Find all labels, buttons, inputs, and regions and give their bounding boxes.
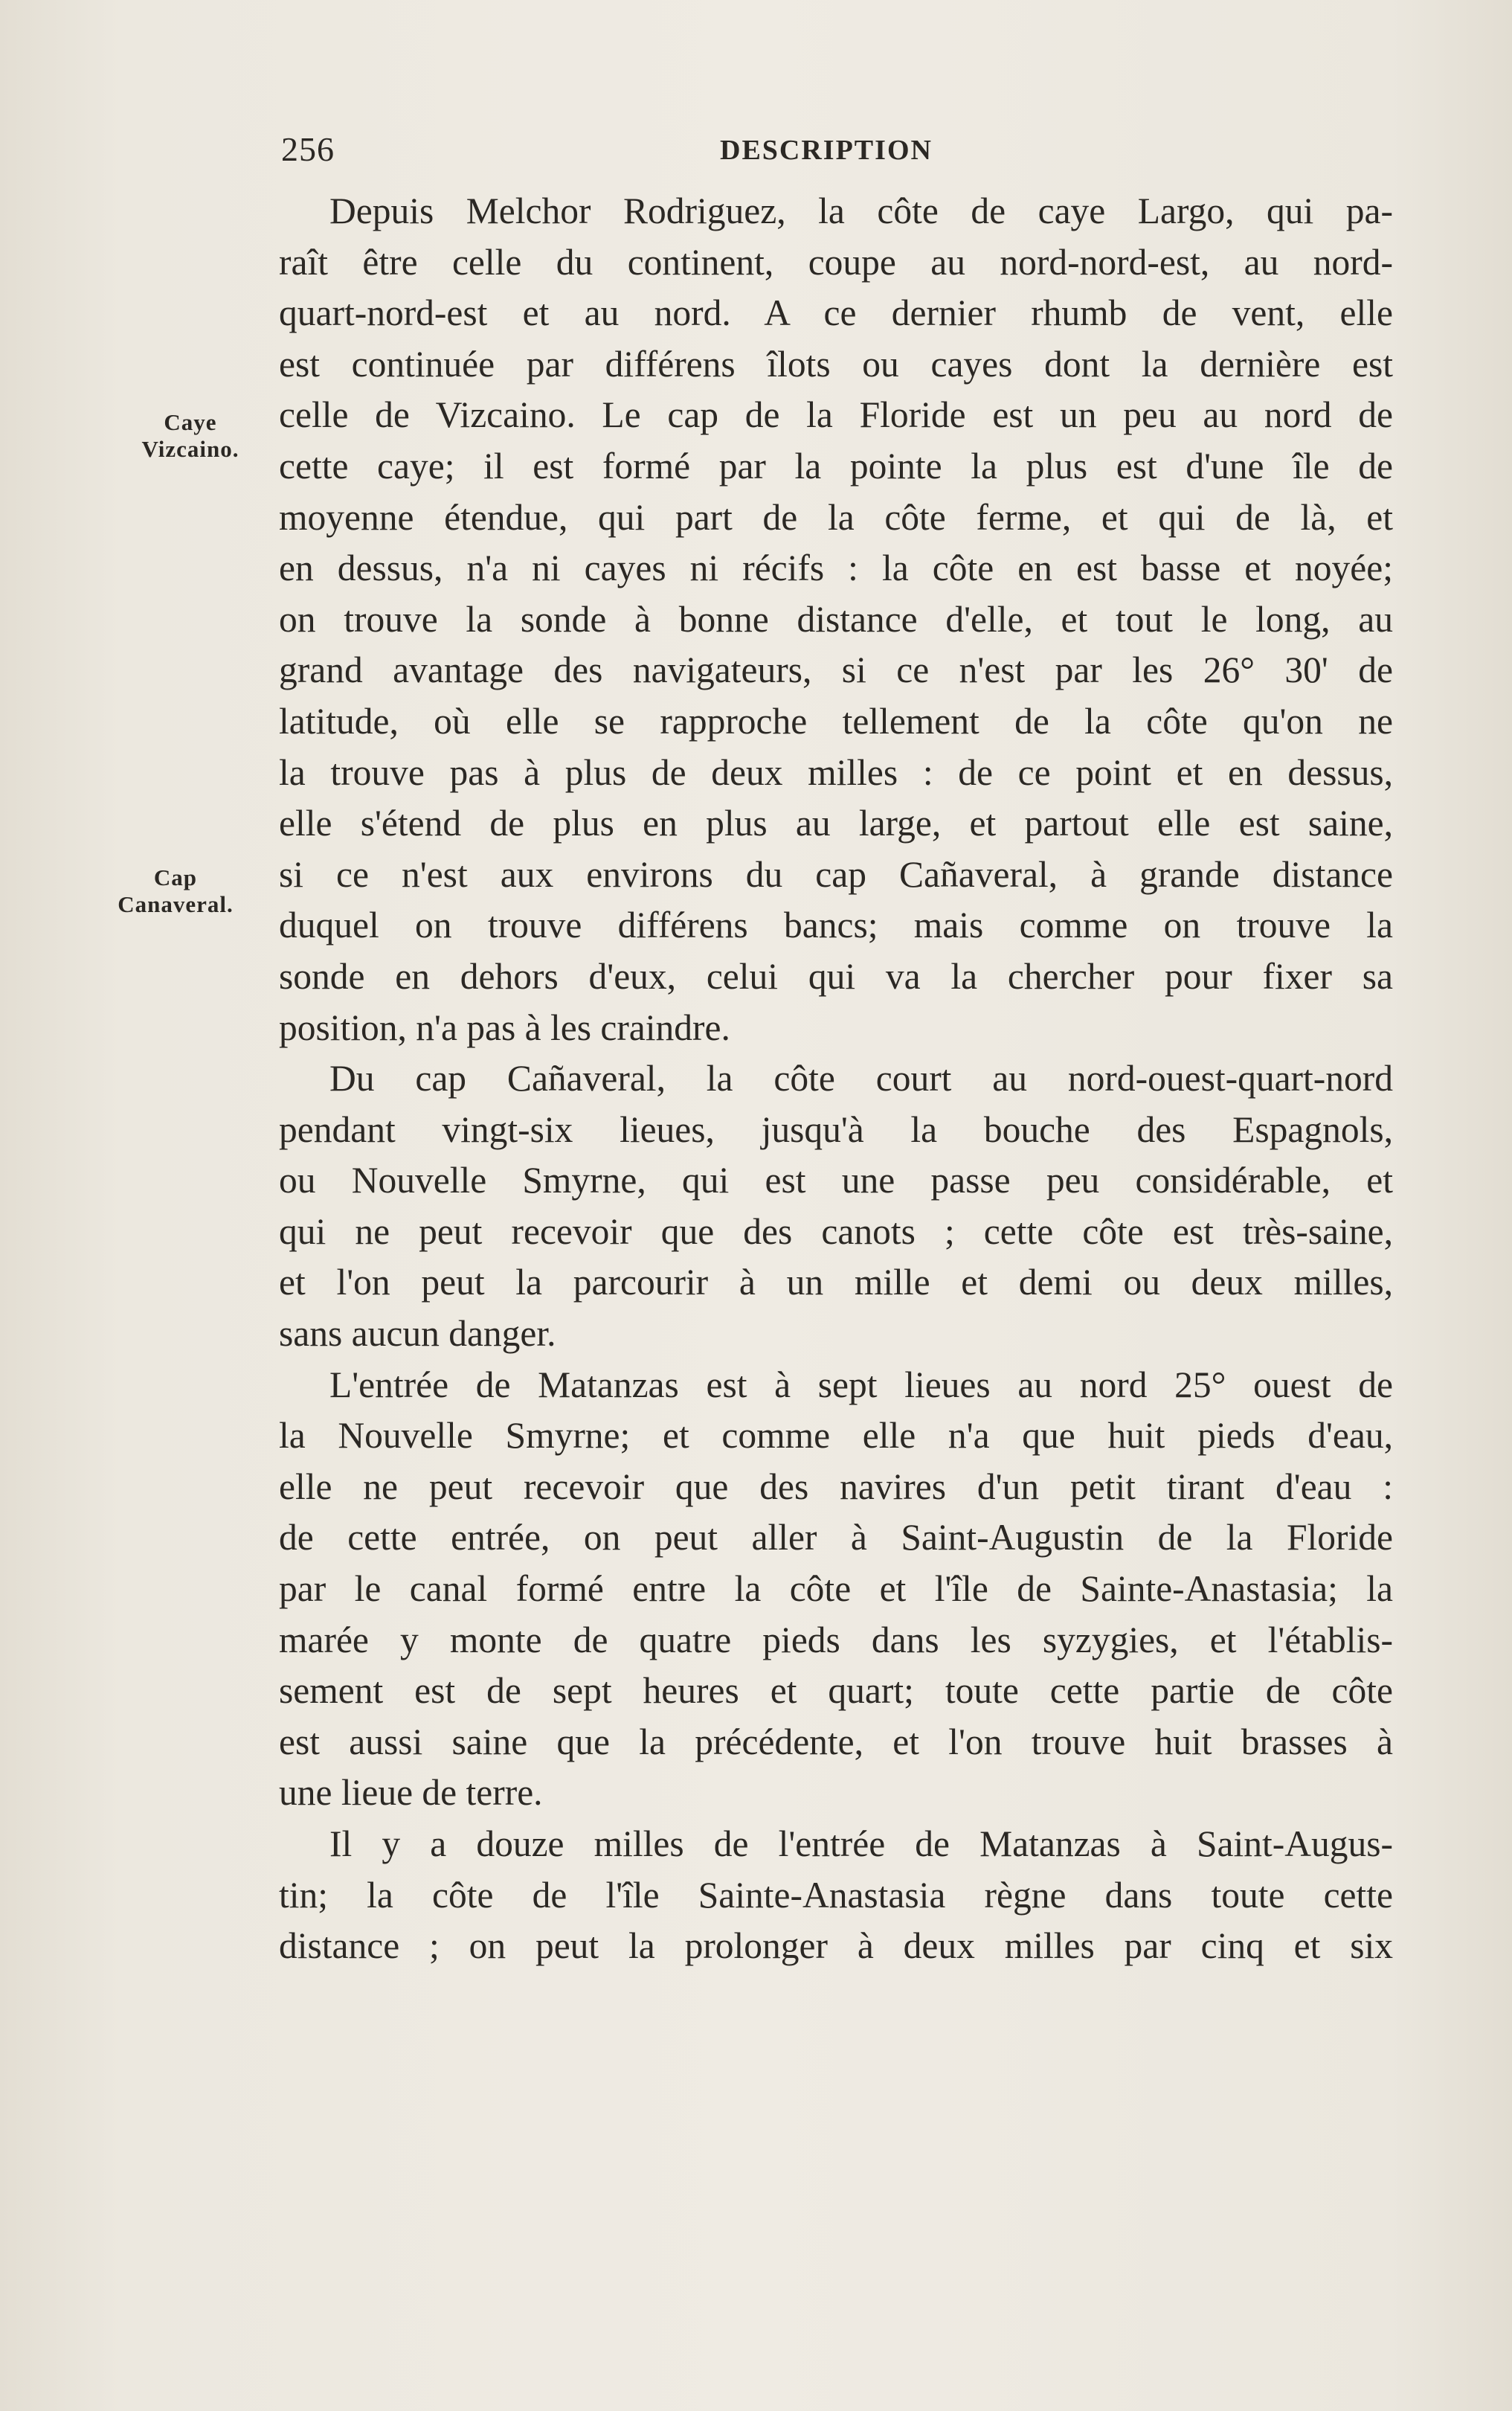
text-line: position, n'a pas à les craindre. [279, 1007, 730, 1048]
text-line: Il y a douze milles de l'entrée de Matanzas à Saint-Augus- [329, 1823, 1393, 1864]
text-line: cette caye; il est formé par la pointe la plus est d'une île de [279, 445, 1393, 487]
text-line: si ce n'est aux environs du cap Cañaveral, à grande distance [279, 853, 1393, 895]
text-line: celle de Vizcaino. Le cap de la Floride est un peu au nord de [279, 394, 1393, 436]
text-line: Depuis Melchor Rodriguez, la côte de caye Largo, qui pa- [329, 190, 1393, 231]
text-line: sonde en dehors d'eux, celui qui va la chercher pour fixer sa [279, 955, 1393, 997]
text-line: par le canal formé entre la côte et l'île de Sainte-Anastasia; la [279, 1568, 1393, 1610]
text-line: en dessus, n'a ni cayes ni récifs : la côte en est basse et noyée; [279, 548, 1393, 589]
margin-note-caye-vizcaino [116, 409, 265, 463]
text-line: une lieue de terre. [279, 1772, 543, 1814]
text-line: et l'on peut la parcourir à un mille et demi ou deux milles, [279, 1262, 1393, 1303]
text-line: marée y monte de quatre pieds dans les syzygies, et l'établis- [279, 1619, 1393, 1660]
text-line: distance ; on peut la prolonger à deux milles par cinq et six [279, 1925, 1393, 1967]
text-line: est aussi saine que la précédente, et l'on trouve huit brasses à [279, 1721, 1393, 1762]
text-line: Du cap Cañaveral, la côte court au nord-ouest-quart-nord [329, 1058, 1393, 1099]
margin-note-line: Vizcaino. [141, 436, 239, 462]
text-line: elle ne peut recevoir que des navires d'un petit tirant d'eau : [279, 1465, 1393, 1507]
text-line: de cette entrée, on peut aller à Saint-Augustin de la Floride [279, 1517, 1393, 1558]
text-line: grand avantage des navigateurs, si ce n'est par les 26° 30' de [279, 649, 1393, 691]
text-line: quart-nord-est et au nord. A ce dernier rhumb de vent, elle [279, 292, 1393, 334]
text-line: L'entrée de Matanzas est à sept lieues au nord 25° ouest de [329, 1364, 1393, 1405]
text-line: la trouve pas à plus de deux milles : de ce point et en dessus, [279, 751, 1393, 793]
margin-note-cap-canaveral [101, 864, 250, 918]
text-line: la Nouvelle Smyrne; et comme elle n'a que huit pieds d'eau, [279, 1415, 1393, 1457]
text-line: est continuée par différens îlots ou cayes dont la dernière est [279, 343, 1393, 385]
text-line: sement est de sept heures et quart; toute cette partie de côte [279, 1670, 1393, 1712]
text-line: on trouve la sonde à bonne distance d'elle, et tout le long, au [279, 598, 1393, 640]
text-line: pendant vingt-six lieues, jusqu'à la bouche des Espagnols, [279, 1108, 1393, 1150]
page-number: 256 [281, 130, 335, 168]
body-text [279, 186, 1393, 1972]
margin-note-line: Cap [153, 864, 198, 890]
text-line: tin; la côte de l'île Sainte-Anastasia règne dans toute cette [279, 1874, 1393, 1916]
margin-note-line: Canaveral. [118, 891, 234, 917]
text-line: sans aucun danger. [279, 1313, 556, 1355]
margin-note-line: Caye [164, 409, 217, 435]
text-line: duquel on trouve différens bancs; mais comme on trouve la [279, 905, 1393, 946]
text-line: raît être celle du continent, coupe au nord-nord-est, au nord- [279, 241, 1393, 283]
text-line: elle s'étend de plus en plus au large, et partout elle est saine, [279, 803, 1393, 844]
text-line: qui ne peut recevoir que des canots ; cette côte est très-saine, [279, 1210, 1393, 1252]
text-line: latitude, où elle se rapproche tellement de la côte qu'on ne [279, 700, 1393, 742]
page-header [281, 129, 1404, 182]
text-line: moyenne étendue, qui part de la côte ferme, et qui de là, et [279, 496, 1393, 538]
running-title: DESCRIPTION [720, 135, 933, 166]
text-line: ou Nouvelle Smyrne, qui est une passe peu considérable, et [279, 1160, 1393, 1201]
